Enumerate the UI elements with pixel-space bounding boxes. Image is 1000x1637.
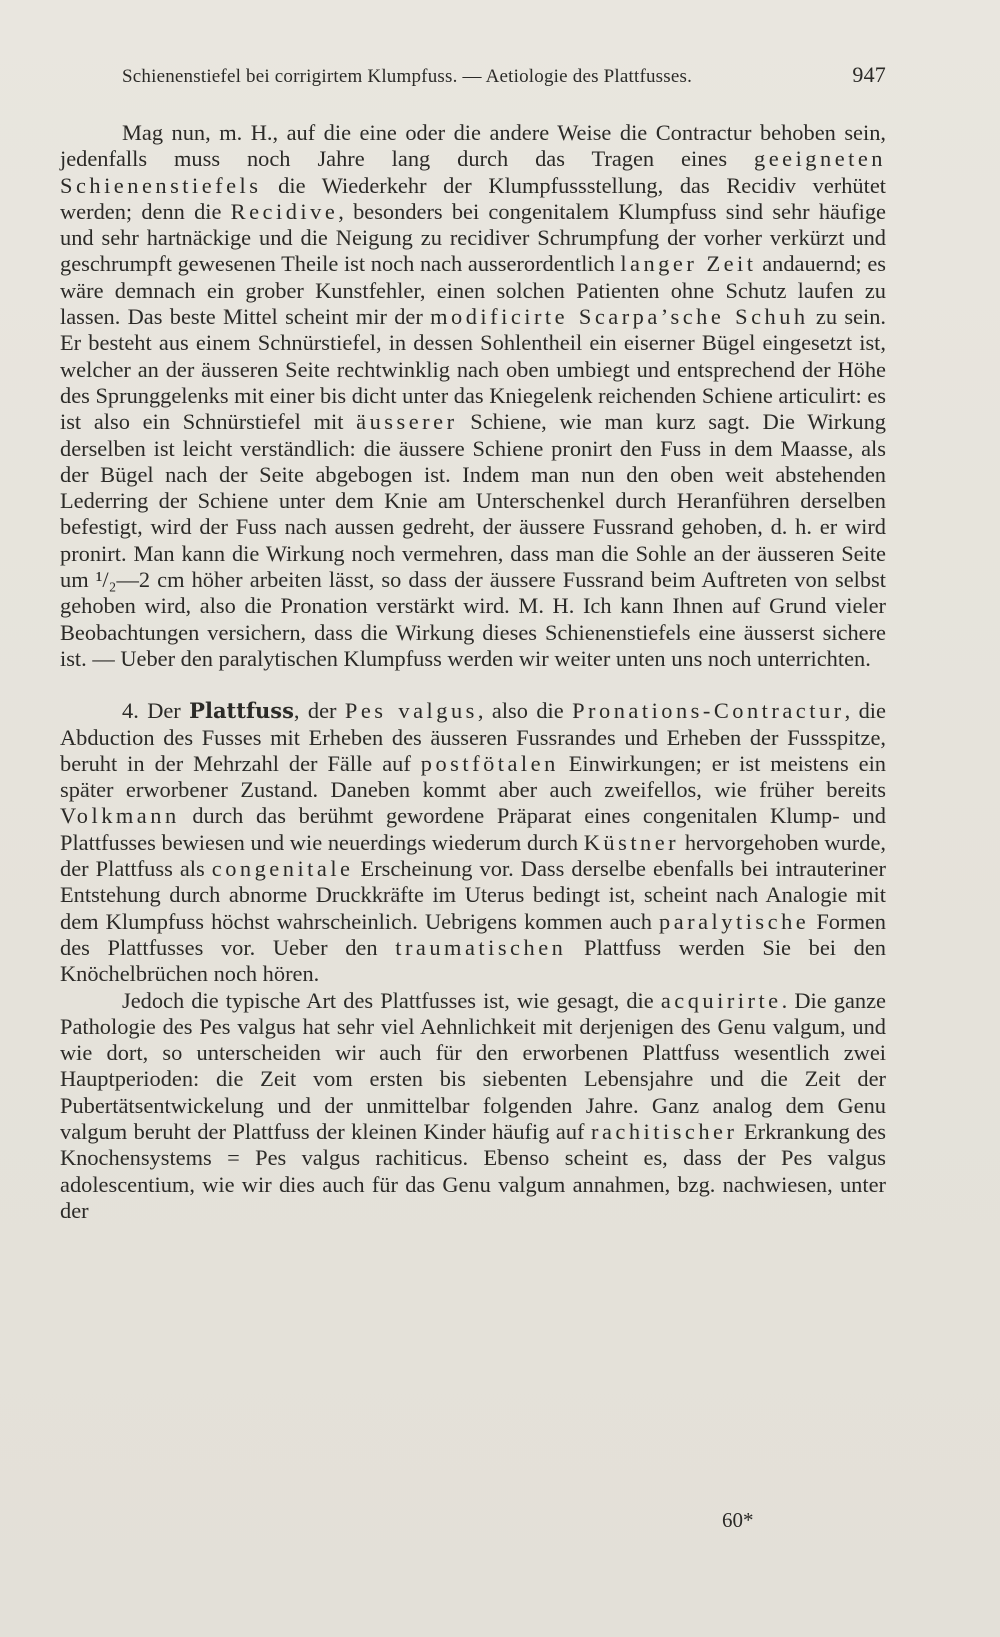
text-run: andauernd; es wäre demnach ein grober Kunstfehler, einen solchen Patienten ohne Schutz laufen zu lassen. Das beste Mittel scheint mir der: [60, 251, 886, 330]
text-run: 4. Der: [122, 698, 190, 724]
spaced-emphasis: geeigneten Schienenstiefels: [60, 146, 886, 198]
text-run: die Wiederkehr der Klumpfussstellung, das Recidiv verhütet werden; denn die: [60, 172, 886, 224]
text-run: , die Abduction des Fusses mit Erheben des äusseren Fussrandes und Erheben der Fussspitze, beruht in der Mehrzahl der Fälle auf: [60, 698, 886, 776]
running-title: Schienenstiefel bei corrigirtem Klumpfuss. — Aetiologie des Plattfusses.: [122, 66, 693, 87]
text-run: , der: [293, 698, 345, 724]
spaced-emphasis: Volkmann: [60, 803, 180, 829]
text-run: Jedoch die typische Art des Plattfusses ist, wie gesagt, die: [122, 987, 661, 1013]
spaced-emphasis: postfötalen: [420, 750, 559, 776]
spaced-emphasis: modificirte Scarpa’sche Schuh: [430, 304, 809, 330]
text-run: Erscheinung vor. Dass derselbe ebenfalls bei intrauteriner Entstehung durch abnorme Druckkräfte im Uterus bedingt ist, scheint nach Analogie mit dem Klumpfuss höchst wahrscheinlich. Uebrigens kommen auch: [60, 856, 886, 934]
spaced-emphasis: acquirirte: [660, 987, 782, 1013]
text-run: Formen des Plattfusses vor. Ueber den: [60, 908, 886, 960]
body-text: [60, 120, 886, 1224]
text-run: Schiene, wie man kurz sagt. Die Wirkung derselben ist leicht verständlich: die äussere Schiene pronirt den Fuss in dem Maasse, als der Bügel nach der Seite abgebogen ist. Indem man nun den oben weit abstehenden Lederring der Schiene unter dem Knie am Unterschenkel durch Heranführen derselben befestigt, wird der Fuss nach aussen gedreht, der äussere Fussrand gehoben, d. h. er wird pronirt. Man kann die Wirkung noch vermehren, dass man die Sohle an der äusseren Seite um ¹/₂—2 cm höher arbeiten lässt, so dass der äussere Fussrand beim Auftreten von selbst gehoben wird, also die Pronation verstärkt wird. M. H. Ich kann Ihnen auf Grund vieler Beobachtungen versichern, dass die Wirkung dieses Schienenstiefels eine äusserst sichere ist. — Ueber den paralytischen Klumpfuss werden wir weiter unten uns noch unterrichten.: [60, 409, 886, 671]
paragraph-acquired-type: [60, 988, 886, 1225]
paragraph-contractur-splint: [60, 120, 886, 672]
text-run: zu sein. Er besteht aus einem Schnürstiefel, in dessen Sohlentheil ein eiserner Bügel eingesetzt ist, welcher an der äusseren Seite rechtwinklig nach oben umbiegt und entsprechend der Höhe des Sprunggelenks mit einer bis dicht unter das Kniegelenk reichenden Schiene articulirt: es ist also ein Schnürstiefel mit: [60, 304, 886, 435]
running-header: [122, 62, 886, 88]
text-run: Plattfuss werden Sie bei den Knöchelbrüchen noch hören.: [60, 934, 887, 987]
spaced-emphasis: Recidive: [230, 198, 339, 224]
spaced-emphasis: Pronations-Contractur: [572, 698, 845, 724]
text-run: Mag nun, m. H., auf die eine oder die andere Weise die Contractur behoben sein, jedenfalls muss noch Jahre lang durch das Tragen eines: [60, 120, 886, 172]
page-number: 947: [852, 62, 886, 87]
text-run: durch das berühmt gewordene Präparat eines congenitalen Klump- und Plattfusses bewiesen und wie neuerdings wiederum durch: [60, 803, 886, 855]
bold-term: Plattfuss: [189, 698, 294, 724]
spaced-emphasis: paralytische: [659, 908, 810, 934]
signature-mark: 60*: [722, 1508, 754, 1532]
spaced-emphasis: Küstner: [583, 829, 680, 855]
text-run: . Die ganze Pathologie des Pes valgus hat sehr viel Aehnlichkeit mit derjenigen des Genu valgum, und wie dort, so unterscheiden wir auch für den erworbenen Plattfuss wesentlich zwei Hauptperioden: die Zeit vom ersten bis siebenten Lebensjahre und die Zeit der Pubertätsentwickelung und der unmittelbar folgenden Jahre. Ganz analog dem Genu valgum beruht der Plattfuss der kleinen Kinder häufig auf: [60, 987, 886, 1144]
text-run: hervorgehoben wurde, der Plattfuss als: [60, 829, 886, 882]
spaced-emphasis: congenitale: [211, 856, 354, 882]
spaced-emphasis: äusserer: [356, 409, 458, 435]
text-run: Erkrankung des Knochensystems = Pes valgus rachiticus. Ebenso scheint es, dass der Pes valgus adolescentium, wie wir dies auch für das Genu valgum annahmen, bzg. nachwiesen, unter der: [60, 1118, 886, 1223]
spaced-emphasis: Pes valgus: [344, 698, 478, 724]
text-run: , also die: [477, 698, 573, 724]
text-run: , besonders bei congenitalem Klumpfuss sind sehr häufige und sehr hartnäckige und die Neigung zu recidiver Schrumpfung der vorher verkürzt und geschrumpft gewesenen Theile ist noch nach ausserordentlich: [60, 198, 886, 277]
spaced-emphasis: rachitischer: [591, 1118, 738, 1144]
spaced-emphasis: traumatischen: [395, 934, 567, 960]
paragraph-plattfuss-section: [60, 698, 886, 987]
spaced-emphasis: langer Zeit: [620, 251, 757, 277]
text-run: Einwirkungen; er ist meistens ein später erworbener Zustand. Daneben kommt aber auch zweifellos, wie früher bereits: [60, 750, 886, 803]
